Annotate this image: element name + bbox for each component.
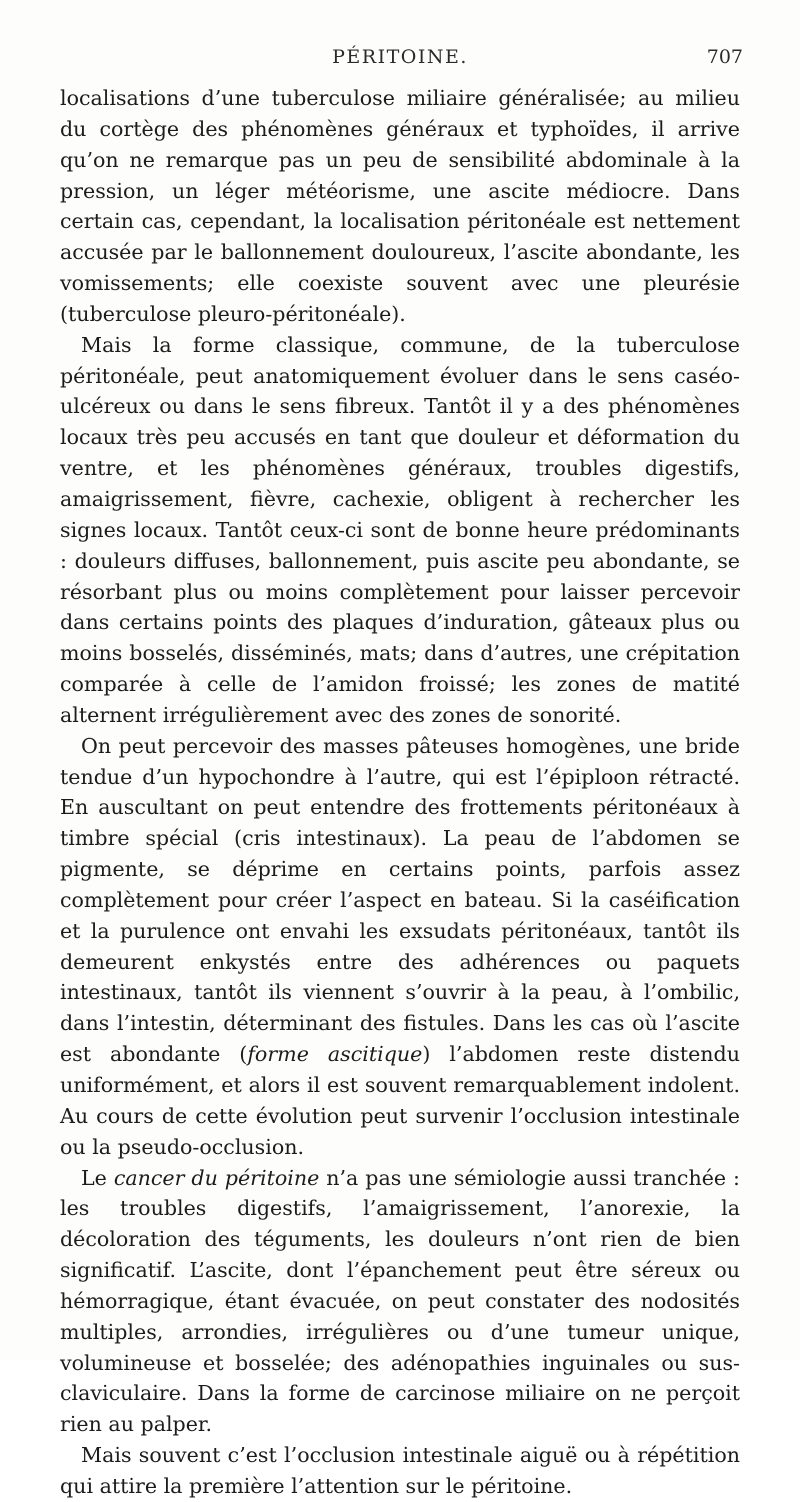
paragraph-masses-pateuses	[60, 731, 740, 1163]
paragraph-text-after: n’a pas une sémiologie aussi tranchée : les troubles digestifs, l’amaigrissement, l’anorexie, la décoloration des téguments, les douleurs n’ont rien de bien significatif. L’ascite, dont l’épanchement peut être séreux ou hémorragique, étant évacuée, on peut constater des nodosités multiples, arrondies, irrégulières ou d’une tumeur unique, volumineuse et bosselée; des adénopathies inguinales ou sus-claviculaire. Dans la forme de carcinose miliaire on ne perçoit rien au palper.	[60, 1165, 740, 1437]
paragraph-text-after: ) l’abdomen reste distendu uniformément, et alors il est souvent remarquablement indolent. Au cours de cette évolution peut survenir l’occlusion intestinale ou la pseudo-occlusion.	[60, 1042, 740, 1159]
running-header	[0, 46, 800, 76]
page-number: 707	[706, 46, 743, 68]
paragraph-continuation: localisations d’une tuberculose miliaire généralisée; au milieu du cortège des phénomènes généraux et typhoïdes, il arrive qu’on ne remarque pas un peu de sensibilité abdominale à la pression, un léger météorisme, une ascite médiocre. Dans certain cas, cependant, la localisation péritonéale est nettement accusée par le ballonnement douloureux, l’ascite abondante, les vomissements; elle coexiste souvent avec une pleurésie (tuberculose pleuro-péritonéale).	[60, 86, 740, 326]
italic-term-cancer-du-peritoine: cancer du péritoine	[113, 1165, 320, 1190]
italic-term-forme-ascitique: forme ascitique	[247, 1042, 423, 1067]
body-text	[60, 83, 740, 1502]
paragraph-text-before: On peut percevoir des masses pâteuses homogènes, une bride tendue d’un hypochondre à l’autre, qui est l’épiploon rétracté. En auscultant on peut entendre des frottements péritonéaux à timbre spécial (cris intestinaux). La peau de l’abdomen se pigmente, se déprime en certains points, parfois assez complètement pour créer l’aspect en bateau. Si la caséification et la purulence ont envahi les exsudats péritonéaux, tantôt ils demeurent enkystés entre des adhérences ou paquets intestinaux, tantôt ils viennent s’ouvrir à la peau, à l’ombilic, dans l’intestin, déterminant des fistules. Dans les cas où l’ascite est abondante (	[60, 733, 740, 1067]
paragraph-occlusion: Mais souvent c’est l’occlusion intestinale aiguë ou à répétition qui attire la première l’attention sur le péritoine.	[60, 1443, 740, 1498]
paragraph-forme-classique: Mais la forme classique, commune, de la tuberculose péritonéale, peut anatomiquement évoluer dans le sens caséo-ulcéreux ou dans le sens fibreux. Tantôt il y a des phénomènes locaux très peu accusés en tant que douleur et déformation du ventre, et les phénomènes généraux, troubles digestifs, amaigrissement, fièvre, cachexie, obligent à rechercher les signes locaux. Tantôt ceux-ci sont de bonne heure prédominants : douleurs diffuses, ballonnement, puis ascite peu abondante, se résorbant plus ou moins complètement pour laisser percevoir dans certains points des plaques d’induration, gâteaux plus ou moins bosselés, disséminés, mats; dans d’autres, une crépitation comparée à celle de l’amidon froissé; les zones de matité alternent irrégulièrement avec des zones de sonorité.	[60, 332, 740, 727]
running-title: PÉRITOINE.	[332, 46, 468, 68]
paragraph-cancer-du-peritoine	[60, 1163, 740, 1441]
paragraph-text-before: Le	[81, 1165, 114, 1190]
